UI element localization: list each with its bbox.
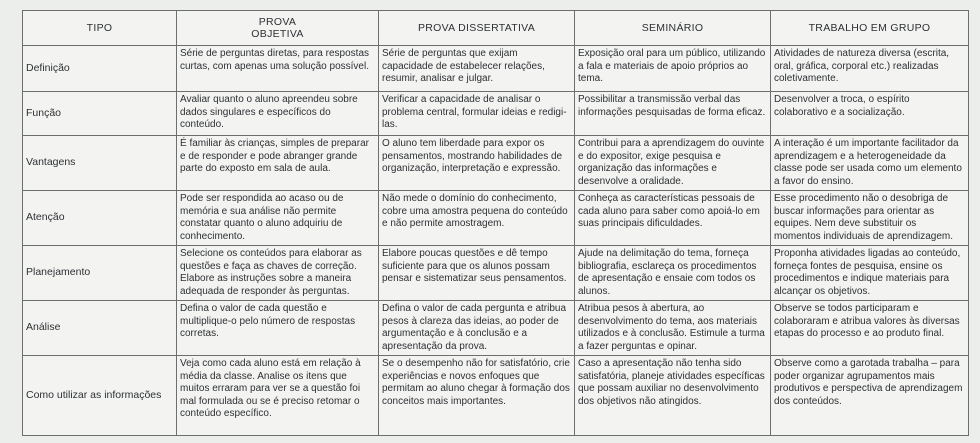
header-trabalho-em-grupo: TRABALHO EM GRUPO bbox=[771, 11, 969, 46]
cell-seminario: Ajude na delimitação do tema, forneça bibliografia, esclareça os procedimentos de apresentação e ensaie com todos os alunos. bbox=[575, 246, 771, 301]
header-row bbox=[23, 11, 969, 46]
cell-prova-dissertativa: Verificar a capacidade de analisar o problema central, formular ideias e redigi-las. bbox=[379, 92, 575, 136]
cell-prova-dissertativa: Elabore poucas questões e dê tempo suficiente para que os alunos possam pensar e sistematizar seus pensamentos. bbox=[379, 246, 575, 301]
table-row bbox=[23, 136, 969, 191]
cell-prova-objetiva: Defina o valor de cada questão e multiplique-o pelo número de respostas corretas. bbox=[177, 301, 379, 356]
row-header-analise: Análise bbox=[23, 301, 177, 356]
table-row bbox=[23, 92, 969, 136]
cell-prova-dissertativa: Se o desempenho não for satisfatório, crie experiências e novos enfoques que permitam ao aluno chegar à formação dos conceitos mais importantes. bbox=[379, 356, 575, 436]
row-header-funcao: Função bbox=[23, 92, 177, 136]
header-seminario: SEMINÁRIO bbox=[575, 11, 771, 46]
cell-trabalho-em-grupo: Observe se todos participaram e colaboraram e atribua valores às diversas etapas do processo e ao produto final. bbox=[771, 301, 969, 356]
header-prova-dissertativa: PROVA DISSERTATIVA bbox=[379, 11, 575, 46]
cell-seminario: Caso a apresentação não tenha sido satisfatória, planeje atividades específicas que possam auxiliar no desenvolvimento dos objetivos não atingidos. bbox=[575, 356, 771, 436]
row-header-atencao: Atenção bbox=[23, 191, 177, 246]
table-row bbox=[23, 46, 969, 92]
cell-seminario: Possibilitar a transmissão verbal das informações pesquisadas de forma eficaz. bbox=[575, 92, 771, 136]
row-header-planejamento: Planejamento bbox=[23, 246, 177, 301]
cell-prova-objetiva: Veja como cada aluno está em relação à média da classe. Analise os itens que muitos erraram para ver se a questão foi mal formulada ou se é preciso retomar o conteúdo específico. bbox=[177, 356, 379, 436]
cell-trabalho-em-grupo: Proponha atividades ligadas ao conteúdo, forneça fontes de pesquisa, ensine os procedimentos e indique materiais para alcançar os objetivos. bbox=[771, 246, 969, 301]
cell-prova-objetiva: É familiar às crianças, simples de preparar e de responder e pode abranger grande parte do exposto em sala de aula. bbox=[177, 136, 379, 191]
cell-seminario: Conheça as características pessoais de cada aluno para saber como apoiá-lo em suas principais dificuldades. bbox=[575, 191, 771, 246]
cell-prova-objetiva: Selecione os conteúdos para elaborar as questões e faça as chaves de correção. Elabore as instruções sobre a maneira adequada de responder às perguntas. bbox=[177, 246, 379, 301]
cell-prova-dissertativa: Série de perguntas que exijam capacidade de estabelecer relações, resumir, analisar e julgar. bbox=[379, 46, 575, 92]
row-header-vantagens: Vantagens bbox=[23, 136, 177, 191]
header-prova-objetiva: PROVA OBJETIVA bbox=[177, 11, 379, 46]
cell-prova-dissertativa: Não mede o domínio do conhecimento, cobre uma amostra pequena do conteúdo e não permite amostragem. bbox=[379, 191, 575, 246]
cell-seminario: Exposição oral para um público, utilizando a fala e materiais de apoio próprios ao tema. bbox=[575, 46, 771, 92]
cell-trabalho-em-grupo: Desenvolver a troca, o espírito colaborativo e a socialização. bbox=[771, 92, 969, 136]
row-header-definicao: Definição bbox=[23, 46, 177, 92]
cell-seminario: Contribui para a aprendizagem do ouvinte e do expositor, exige pesquisa e organização das informações e desenvolve a oralidade. bbox=[575, 136, 771, 191]
cell-prova-dissertativa: O aluno tem liberdade para expor os pensamentos, mostrando habilidades de organização, interpretação e expressão. bbox=[379, 136, 575, 191]
table-row bbox=[23, 356, 969, 436]
cell-prova-objetiva: Série de perguntas diretas, para respostas curtas, com apenas uma solução possível. bbox=[177, 46, 379, 92]
cell-seminario: Atribua pesos à abertura, ao desenvolvimento do tema, aos materiais utilizados e à conclusão. Estimule a turma a fazer perguntas e opinar. bbox=[575, 301, 771, 356]
row-header-como-utilizar: Como utilizar as informações bbox=[23, 356, 177, 436]
table-row bbox=[23, 191, 969, 246]
table-row bbox=[23, 246, 969, 301]
cell-prova-objetiva: Pode ser respondida ao acaso ou de memória e sua análise não permite constatar quanto o aluno adquiriu de conhecimento. bbox=[177, 191, 379, 246]
cell-trabalho-em-grupo: Observe como a garotada trabalha – para poder organizar agrupamentos mais produtivos e perspectiva de aprendizagem dos conteúdos. bbox=[771, 356, 969, 436]
assessment-types-table bbox=[22, 10, 969, 436]
cell-trabalho-em-grupo: Esse procedimento não o desobriga de buscar informações para orientar as equipes. Nem deve substituir os momentos individuais de aprendizagem. bbox=[771, 191, 969, 246]
header-tipo: TIPO bbox=[23, 11, 177, 46]
table-row bbox=[23, 301, 969, 356]
cell-prova-objetiva: Avaliar quanto o aluno apreendeu sobre dados singulares e específicos do conteúdo. bbox=[177, 92, 379, 136]
cell-prova-dissertativa: Defina o valor de cada pergunta e atribua pesos à clareza das ideias, ao poder de argumentação e à conclusão e a apresentação da prova. bbox=[379, 301, 575, 356]
cell-trabalho-em-grupo: Atividades de natureza diversa (escrita, oral, gráfica, corporal etc.) realizadas coletivamente. bbox=[771, 46, 969, 92]
cell-trabalho-em-grupo: A interação é um importante facilitador da aprendizagem e a heterogeneidade da classe pode ser usada como um elemento a favor do ensino. bbox=[771, 136, 969, 191]
